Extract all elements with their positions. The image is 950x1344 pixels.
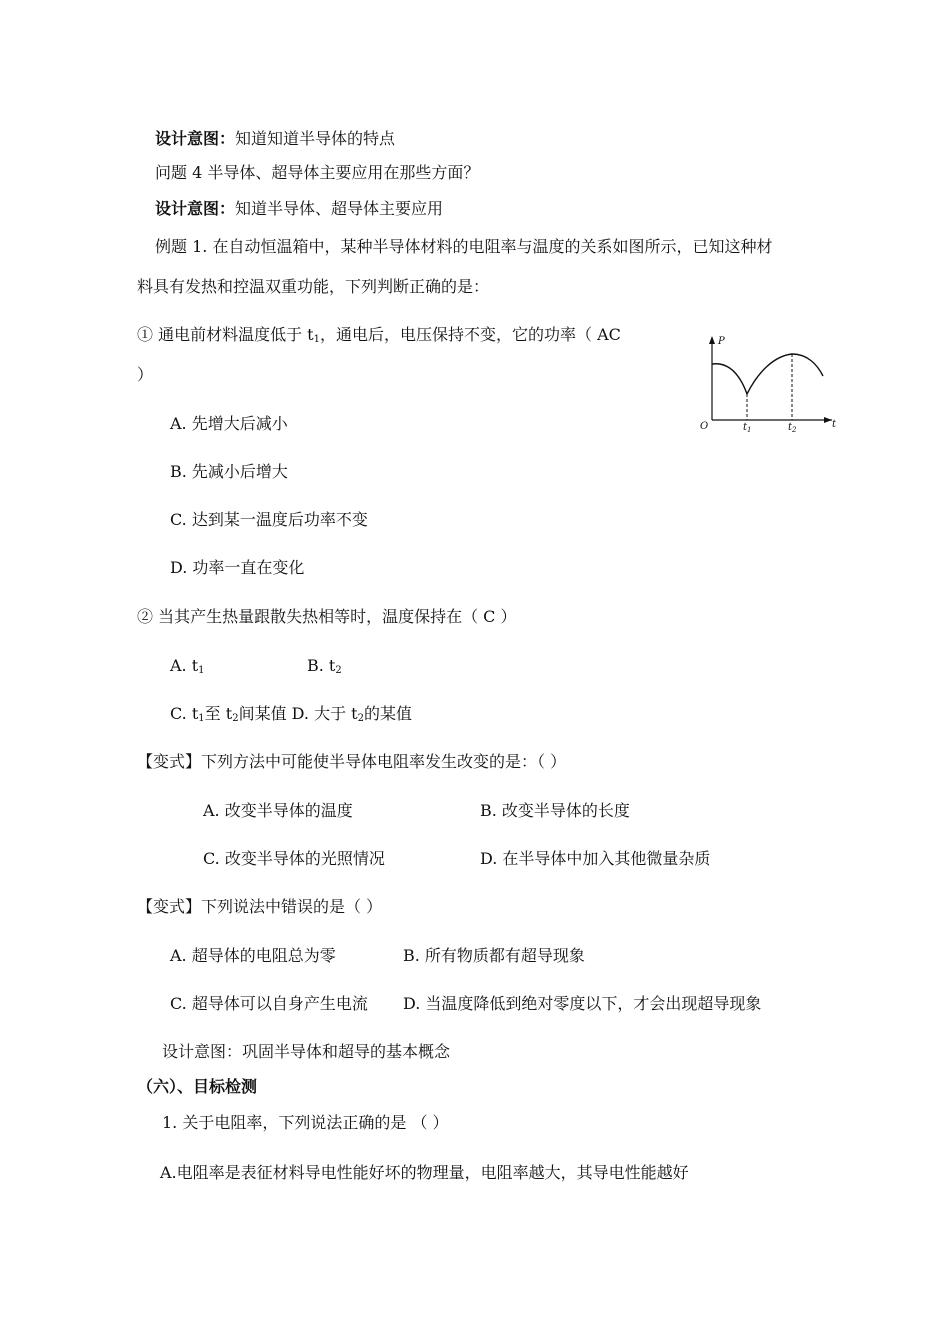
option-text: B. t <box>307 656 336 675</box>
power-temperature-graph <box>692 332 842 432</box>
subscript: 2 <box>232 713 239 724</box>
variant-1: 【变式】下列方法中可能使半导体电阻率发生改变的是：（ ） <box>137 752 567 771</box>
design-intent-text: 设计意图：巩固半导体和超导的基 <box>162 1042 403 1061</box>
design-intent-text: 知道知道半导体的特点 <box>235 129 396 148</box>
variant-2: 【变式】下列说法中错误的是（ ） <box>137 897 383 916</box>
spellcheck-mark: 本 <box>402 1042 419 1061</box>
option-b: B. 先减小后增大 <box>170 462 288 481</box>
variant-2-option-d: D. 当温度降低到绝对零度以下，才会出现超导现象 <box>403 994 762 1013</box>
option-text: C. t <box>170 704 199 723</box>
subscript: 1 <box>313 334 320 345</box>
option-a: A. 先增大后减小 <box>170 414 288 433</box>
option-text: 至 t <box>204 704 233 723</box>
design-intent-text: 概念 <box>418 1042 451 1061</box>
subscript: 1 <box>198 713 205 724</box>
section-heading: （六）、目标检测 <box>137 1077 258 1096</box>
example-1-line-2: 料具有发热和控温双重功能，下列判断正确的是： <box>137 277 490 296</box>
option-text: 间某值 D. 大于 t <box>238 704 358 723</box>
question-1-text-2: ，通电后，电压保持不变，它的功率（ AC <box>319 325 621 344</box>
t1-label-text: t <box>743 422 748 432</box>
subscript: 1 <box>198 665 205 676</box>
question-2-option-a <box>170 655 205 682</box>
variant-1-option-c: C. 改变半导体的光照情况 <box>203 849 385 868</box>
design-intent-2 <box>155 198 443 220</box>
t2-label <box>788 422 797 432</box>
t1-label-sub: 1 <box>747 426 752 432</box>
example-1-line-1: 例题 1. 在自动恒温箱中，某种半导体材料的电阻率与温度的关系如图所示，已知这种材 <box>155 237 773 256</box>
question-2: ② 当其产生热量跟散失热相等时，温度保持在（ C ） <box>137 607 517 626</box>
variant-1-option-a: A. 改变半导体的温度 <box>203 801 353 820</box>
design-intent-1 <box>155 128 395 150</box>
variant-2-option-c: C. 超导体可以自身产生电流 <box>170 994 368 1013</box>
test-question-1-option-a: A.电阻率是表征材料导电性能好坏的物理量，电阻率越大，其导电性能越好 <box>160 1163 689 1182</box>
y-axis-arrow <box>709 336 715 344</box>
variant-1-option-b: B. 改变半导体的长度 <box>480 801 630 820</box>
x-axis-label: t <box>832 419 837 430</box>
x-axis-arrow <box>824 417 832 423</box>
subscript: 2 <box>335 665 342 676</box>
variant-2-option-a: A. 超导体的电阻总为零 <box>170 946 336 965</box>
question-4: 问题 4 半导体、超导体主要应用在那些方面？ <box>155 163 480 182</box>
t2-label-sub: 2 <box>792 426 797 432</box>
question-2-options-cd <box>170 703 412 730</box>
t1-label <box>743 422 752 432</box>
question-1-close: ） <box>137 365 154 384</box>
option-text: A. t <box>170 656 199 675</box>
design-intent-text: 知道半导体、超导体主要应用 <box>235 199 444 218</box>
y-axis-label: P <box>718 336 725 347</box>
question-2-option-b <box>307 655 342 682</box>
option-c: C. 达到某一温度后功率不变 <box>170 510 368 529</box>
question-1-text: ① 通电前材料温度低于 t <box>137 325 314 344</box>
subscript: 2 <box>357 713 364 724</box>
variant-1-option-d: D. 在半导体中加入其他微量杂质 <box>480 849 711 868</box>
question-1 <box>137 324 621 351</box>
variant-2-option-b: B. 所有物质都有超导现象 <box>403 946 585 965</box>
test-question-1: 1. 关于电阻率，下列说法正确的是 （ ） <box>162 1113 449 1132</box>
design-intent-3 <box>162 1041 450 1063</box>
t2-label-text: t <box>788 422 793 432</box>
origin-label: O <box>700 421 709 432</box>
design-intent-label: 设计意图： <box>155 129 236 148</box>
design-intent-label: 设计意图： <box>155 199 236 218</box>
power-curve <box>712 354 823 394</box>
option-d: D. 功率一直在变化 <box>170 558 305 577</box>
option-text: 的某值 <box>363 704 412 723</box>
